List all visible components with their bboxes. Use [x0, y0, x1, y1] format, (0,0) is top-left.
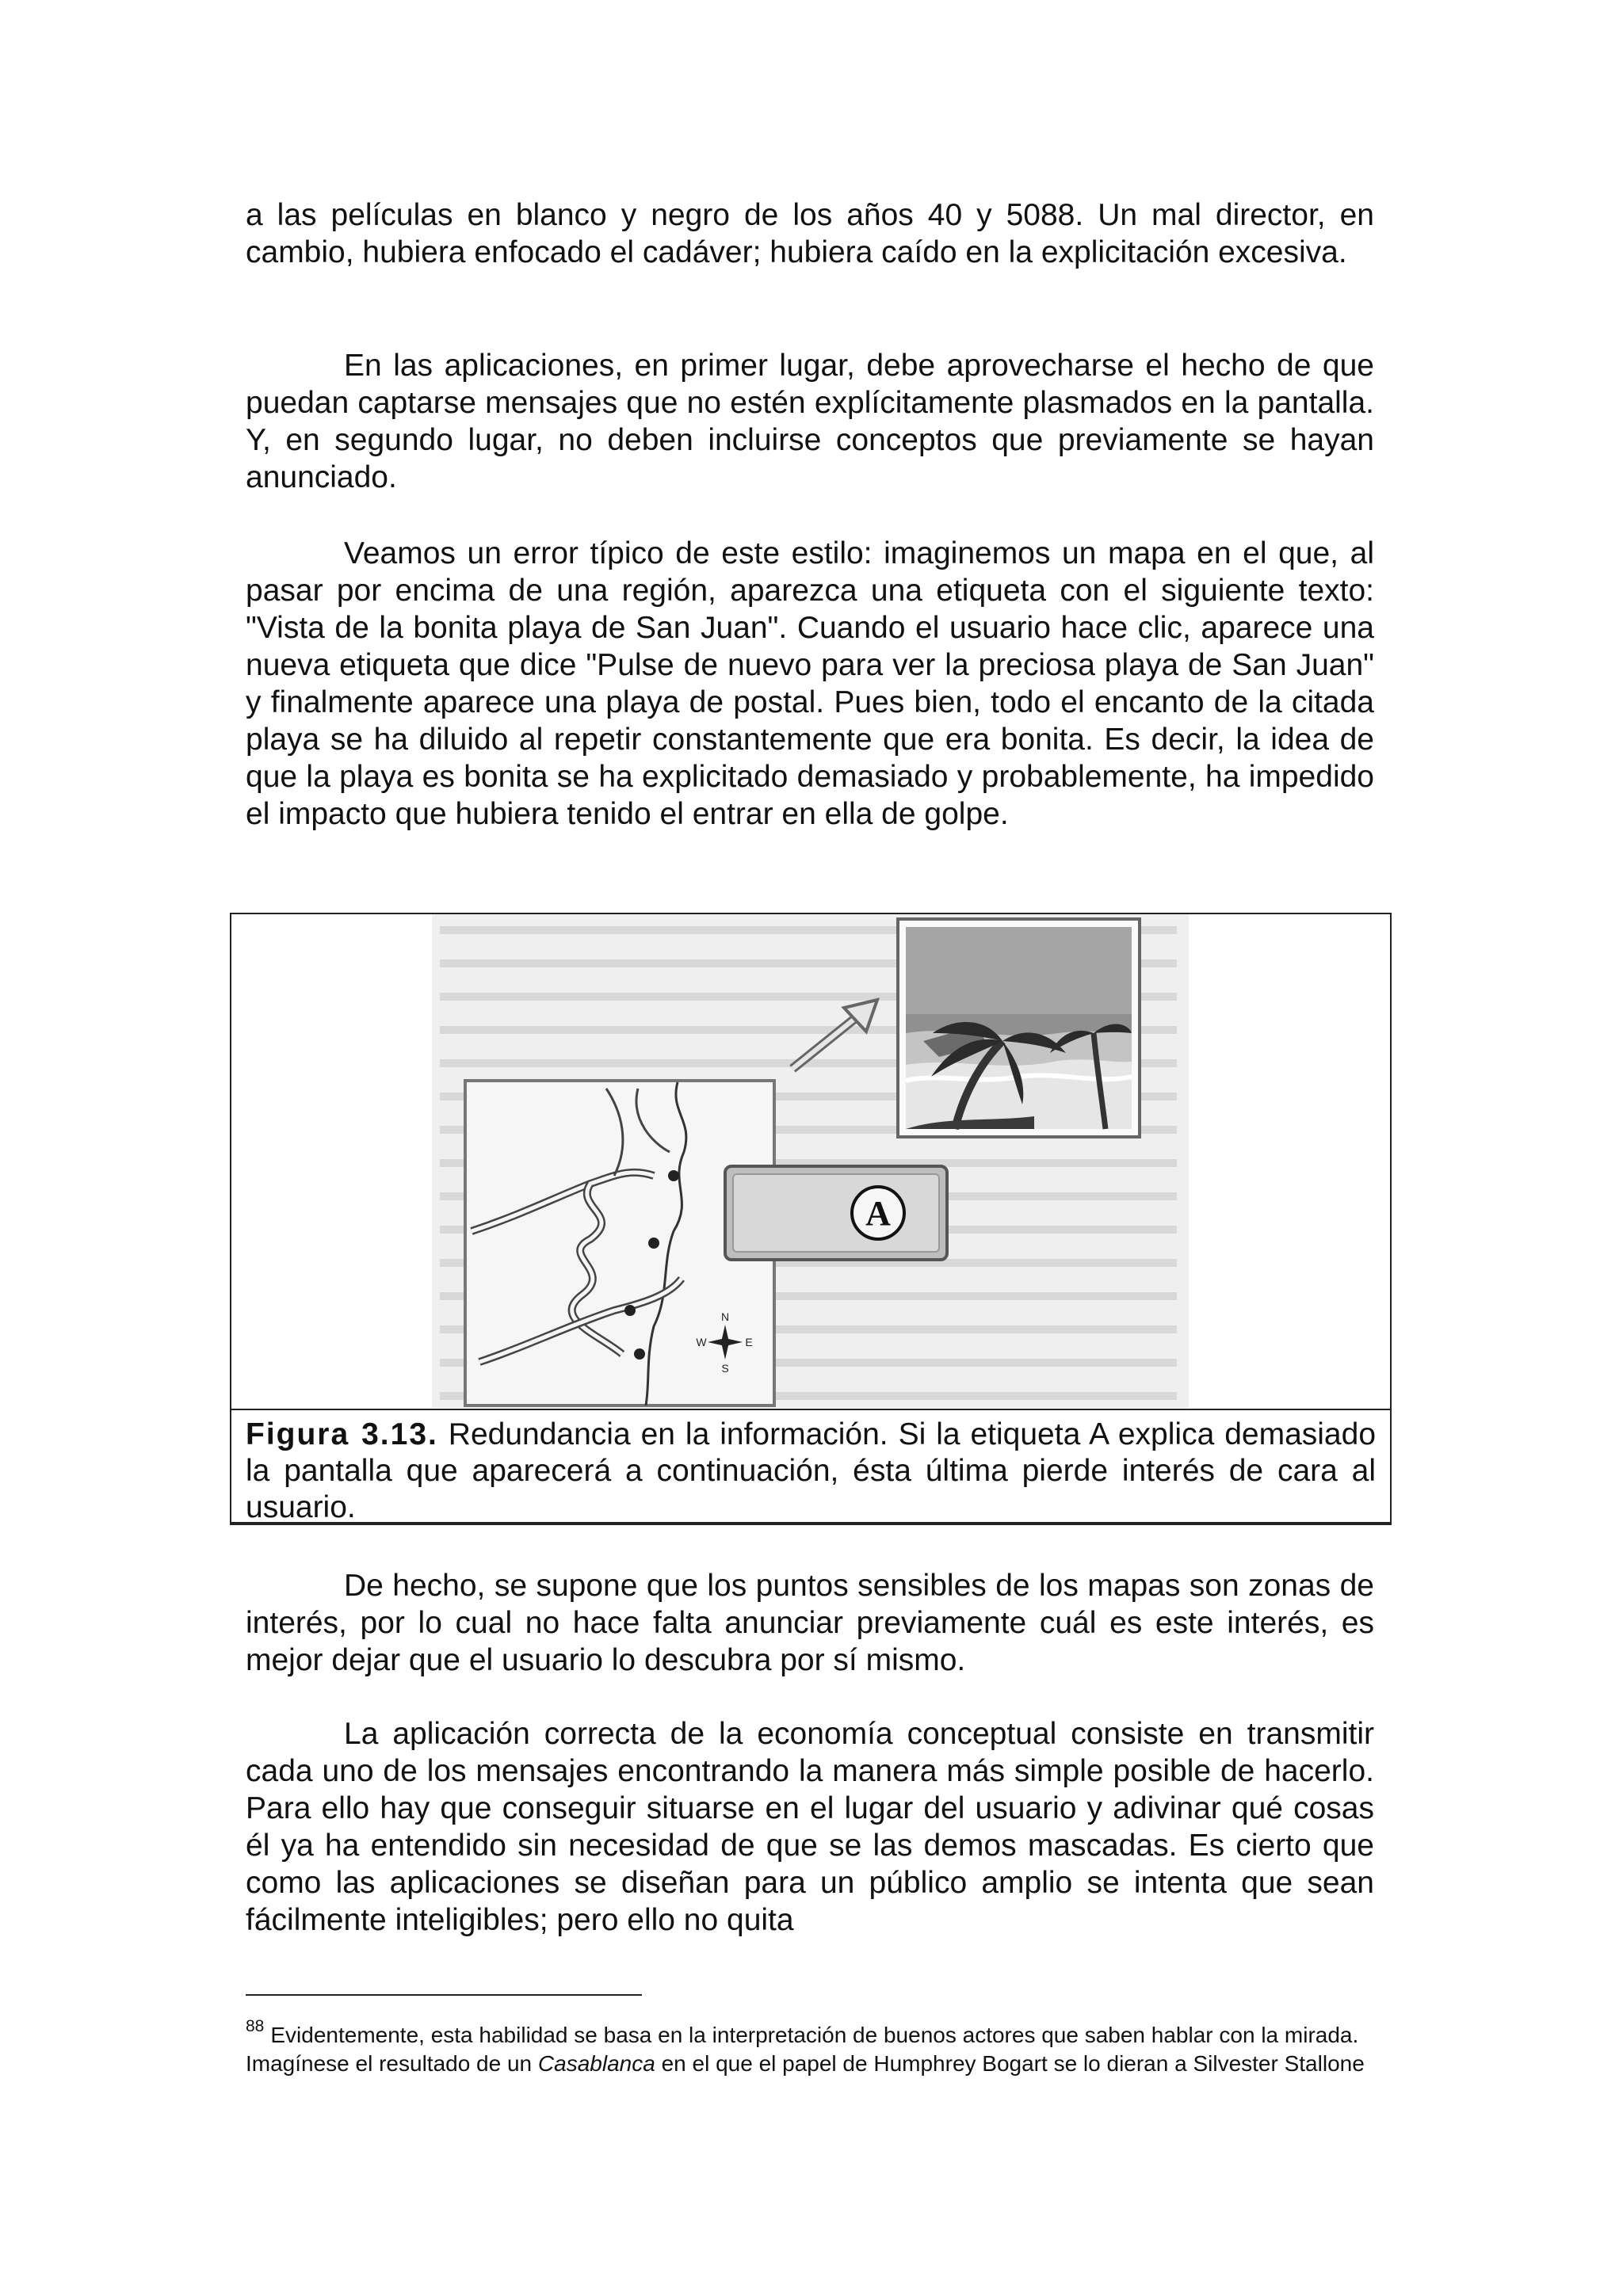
compass-s-label: S [721, 1362, 729, 1375]
paragraph-5 [246, 1715, 1374, 1939]
figure-caption-text: Redundancia en la información. Si la etiqueta A explica demasiado la pantalla que aparecerá a continuación, ésta última pierde interés de cara al usuario. [246, 1417, 1377, 1524]
paragraph-4 [246, 1567, 1374, 1679]
footnote-text-after: en el que el papel de Humphrey Bogart se lo dieran a Silvester Stallone [655, 2051, 1365, 2076]
paragraph-4-text: De hecho, se supone que los puntos sensibles de los mapas son zonas de interés, por lo cual no hace falta anunciar previamente cuál es este interés, es mejor dejar que el usuario lo descubra por sí mismo. [246, 1569, 1374, 1677]
paragraph-3 [246, 535, 1374, 833]
figure-label: Figura 3.13. [246, 1417, 438, 1451]
paragraph-1-text: a las películas en blanco y negro de los años 40 y 5088. Un mal director, en cambio, hubiera enfocado el cadáver; hubiera caído en la explicitación excesiva. [246, 198, 1374, 269]
paragraph-3-text: Veamos un error típico de este estilo: imaginemos un mapa en el que, al pasar por encima de una región, aparezca una etiqueta con el siguiente texto: "Vista de la bonita playa de San Juan". Cuando el usuario hace clic, aparece una nueva etiqueta que dice "Pulse de nuevo para ver la preciosa playa de San Juan" y finalmente aparece una playa de postal. Pues bien, todo el encanto de la citada playa se ha diluido al repetir constantemente que era bonita. Es decir, la idea de que la playa es bonita se ha explicitado demasiado y probablemente, ha impedido el impacto que hubiera tenido el entrar en ella de golpe. [246, 536, 1374, 831]
figure-illustration [432, 914, 1189, 1408]
footnote-number: 88 [246, 2017, 265, 2035]
footnote-emphasis: Casablanca [537, 2051, 655, 2076]
compass-n-label: N [720, 1310, 730, 1323]
paragraph-1 [246, 196, 1374, 271]
footnote [246, 2012, 1379, 2078]
paragraph-5-text: La aplicación correcta de la economía conceptual consiste en transmitir cada uno de los mensajes encontrando la manera más simple posible de hacerlo. Para ello hay que conseguir situarse en el lugar del usuario y adivinar qué cosas él ya ha entendido sin necesidad de que se las demos mascadas. Es cierto que como las aplicaciones se diseñan para un público amplio se intenta que sean fácilmente inteligibles; pero ello no quita [246, 1717, 1374, 1937]
compass-w-label: W [696, 1336, 707, 1348]
figure-caption [230, 1409, 1392, 1525]
label-a-badge [725, 1166, 947, 1260]
paragraph-2-text: En las aplicaciones, en primer lugar, debe aprovecharse el hecho de que puedan captarse mensajes que no estén explícitamente plasmados en la pantalla. Y, en segundo lugar, no deben incluirse conceptos que previamente se hayan anunciado. [246, 349, 1374, 494]
compass-e-label: E [745, 1336, 753, 1348]
badge-letter: A [865, 1194, 891, 1233]
footnote-text-before: Evidentemente, esta habilidad se basa en la interpretación de buenos actores que saben hablar con la mirada. Imagínese el resultado de un [246, 2023, 1359, 2076]
figure-3-13 [230, 913, 1392, 1524]
footnote-divider [246, 1994, 642, 1996]
beach-postcard-image [898, 919, 1140, 1137]
paragraph-2 [246, 347, 1374, 496]
